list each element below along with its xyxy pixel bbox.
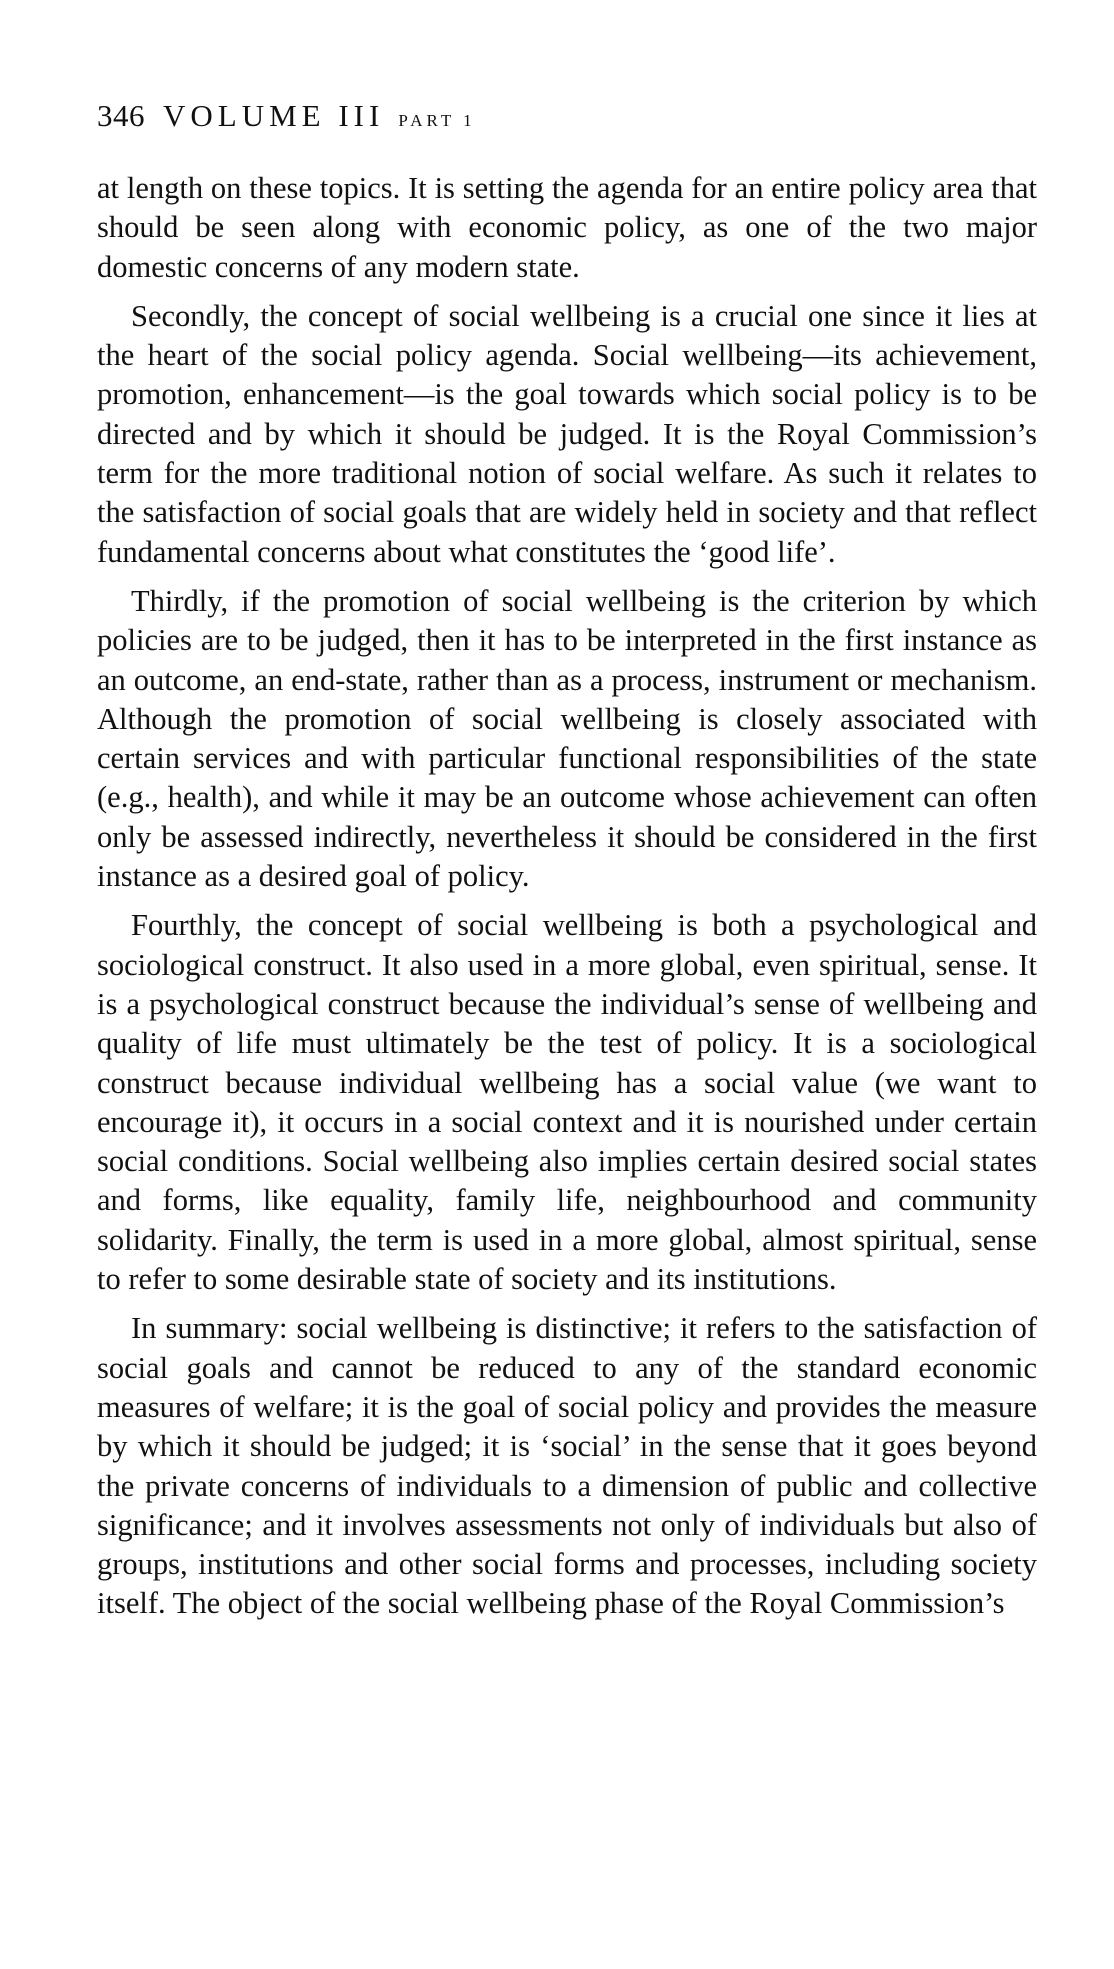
paragraph-continued: at length on these topics. It is setting the agenda for an entire policy area that should be seen along with economic policy, as one of the two major domestic concerns of any modern state. xyxy=(97,171,1037,284)
document-page xyxy=(97,100,1037,1634)
page-number: 346 xyxy=(97,98,145,133)
paragraph-thirdly: Thirdly, if the promotion of social wellbeing is the criterion by which policies are to be judged, then it has to be interpreted in the first instance as an outcome, an end-state, rather than as a process, instrument or mechanism. Although the promotion of social wellbeing is closely associated with certain services and with particular functional responsibilities of the state (e.g., health), and while it may be an outcome whose achievement can often only be assessed indirectly, nevertheless it should be considered in the first instance as a desired goal of policy. xyxy=(97,583,1037,894)
paragraph-fourthly: Fourthly, the concept of social wellbeing is both a psychological and sociological construct. It also used in a more global, even spiritual, sense. It is a psychological construct because the individual’s sense of wellbeing and quality of life must ultimately be the test of policy. It is a sociological construct because individual wellbeing has a social value (we want to encourage it), it occurs in a social context and it is nourished under certain social conditions. Social wellbeing also implies certain desired social states and forms, like equality, family life, neighbourhood and community solidarity. Finally, the term is used in a more global, almost spiritual, sense to refer to some desirable state of society and its institutions. xyxy=(97,908,1037,1297)
paragraph-secondly: Secondly, the concept of social wellbeing is a crucial one since it lies at the heart of the social policy agenda. Social wellbeing—its achievement, promotion, enhancement—is the goal towards which social policy is to be directed and by which it should be judged. It is the Royal Commission’s term for the more traditional notion of social welfare. As such it relates to the satisfaction of social goals that are widely held in society and that reflect fundamental concerns about what constitutes the ‘good life’. xyxy=(97,298,1037,569)
part-label: PART 1 xyxy=(398,111,476,130)
volume-label: VOLUME III xyxy=(163,98,385,133)
running-head xyxy=(97,100,1037,131)
paragraph-summary: In summary: social wellbeing is distinctive; it refers to the satisfaction of social goals and cannot be reduced to any of the standard economic measures of welfare; it is the goal of social policy and provides the measure by which it should be judged; it is ‘social’ in the sense that it goes beyond the private concerns of individuals to a dimension of public and collective significance; and it involves assessments not only of individuals but also of groups, institutions and other social forms and processes, including society itself. The object of the social wellbeing phase of the Royal Commission’s xyxy=(97,1311,1037,1621)
